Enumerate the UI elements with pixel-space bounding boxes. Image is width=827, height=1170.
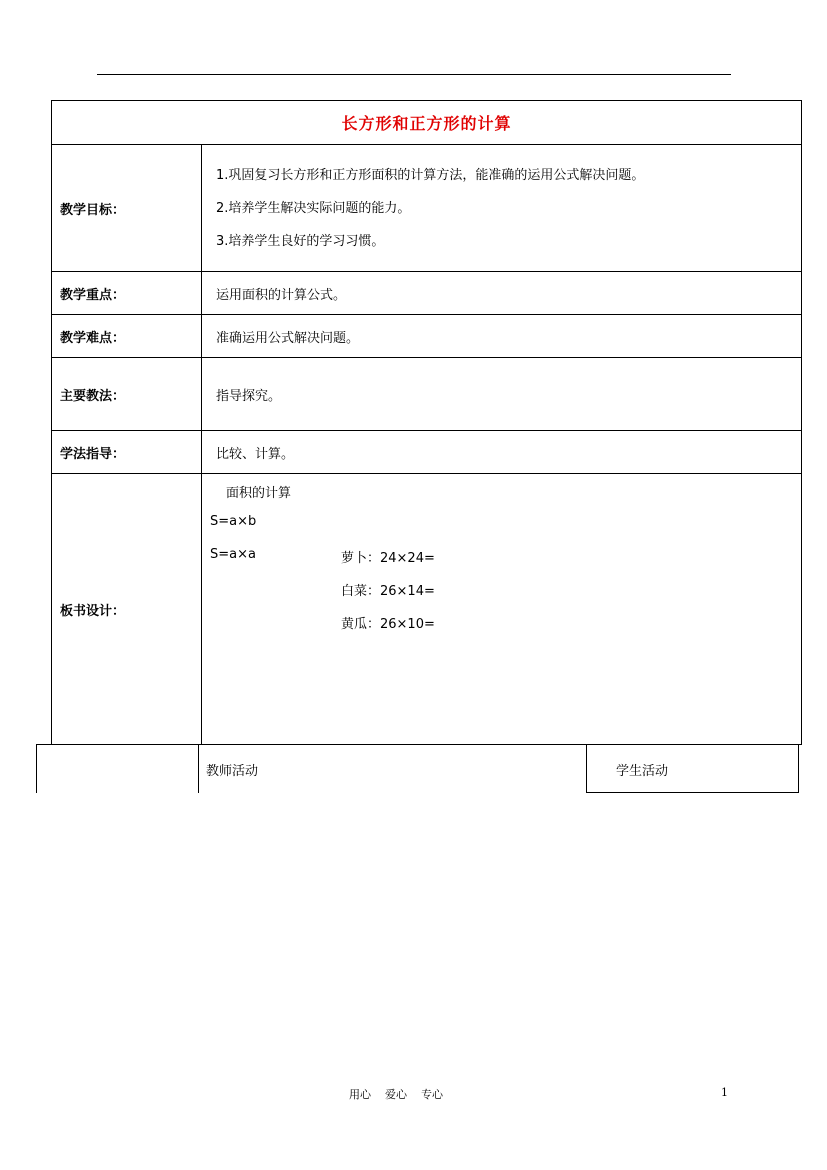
page-number: 1	[721, 1086, 728, 1099]
board-item: 黄瓜：26×10=	[341, 617, 435, 632]
goal-item: 3.培养学生良好的学习习惯。	[216, 233, 385, 249]
row-border-right	[798, 744, 799, 793]
board-item: 萝卜：24×24=	[341, 551, 435, 566]
board-item: 白菜：26×14=	[341, 584, 435, 599]
title-row	[52, 101, 802, 145]
board-heading: 面积的计算	[226, 486, 292, 501]
goals-content	[202, 145, 802, 272]
footer-motto: 用心 爱心 专心	[349, 1088, 443, 1101]
key-points-value: 运用面积的计算公式。	[202, 272, 802, 315]
lesson-plan-table	[51, 100, 802, 745]
col-divider	[198, 744, 199, 793]
document-title: 长方形和正方形的计算	[52, 101, 802, 145]
goals-row	[52, 145, 802, 272]
activity-header-row	[36, 744, 799, 793]
student-cell-bottom-border	[586, 792, 799, 793]
difficulties-value: 准确运用公式解决问题。	[202, 315, 802, 358]
study-guide-row	[52, 431, 802, 474]
col-divider	[586, 744, 587, 793]
board-design-row	[52, 474, 802, 745]
row-border-top	[36, 744, 799, 745]
difficulties-row	[52, 315, 802, 358]
student-activity-header: 学生活动	[616, 764, 669, 779]
board-design-label: 板书设计：	[52, 474, 202, 745]
goal-item: 2.培养学生解决实际问题的能力。	[216, 200, 411, 216]
formula-rectangle: S=a×b	[210, 514, 257, 529]
teacher-activity-header: 教师活动	[206, 764, 259, 779]
header-rule	[97, 74, 731, 75]
method-value: 指导探究。	[202, 358, 802, 431]
board-design-content	[202, 474, 802, 745]
key-points-label: 教学重点：	[52, 272, 202, 315]
key-points-row	[52, 272, 802, 315]
method-row	[52, 358, 802, 431]
difficulties-label: 教学难点：	[52, 315, 202, 358]
formula-square: S=a×a	[210, 547, 256, 562]
study-guide-label: 学法指导：	[52, 431, 202, 474]
row-border-left	[36, 744, 37, 793]
goal-item: 1.巩固复习长方形和正方形面积的计算方法，能准确的运用公式解决问题。	[216, 167, 645, 183]
goals-label: 教学目标：	[52, 145, 202, 272]
study-guide-value: 比较、计算。	[202, 431, 802, 474]
method-label: 主要教法：	[52, 358, 202, 431]
